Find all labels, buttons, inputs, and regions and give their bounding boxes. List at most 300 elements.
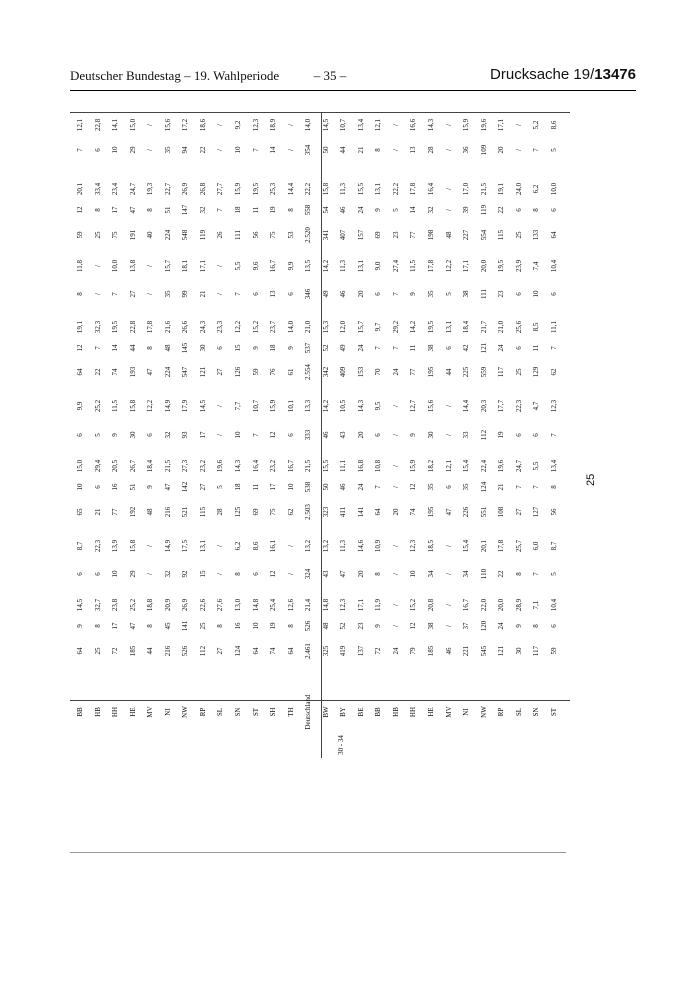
table-cell: 18,4: [146, 459, 155, 473]
table-cell: /: [146, 545, 155, 547]
table-cell: 407: [339, 229, 348, 241]
table-cell: 10,4: [549, 259, 558, 273]
table-cell: 20: [391, 508, 400, 516]
table-cell: 76: [269, 368, 278, 376]
table-cell: 7: [549, 346, 558, 350]
table-cell: 17,8: [146, 320, 155, 334]
table-cell: 32: [198, 206, 207, 214]
table-row-label: SL: [514, 707, 523, 717]
table-cell: 14,3: [356, 399, 365, 413]
table-cell: 12,1: [444, 459, 453, 473]
table-cell: 11: [251, 206, 260, 214]
table-cell: 15,9: [233, 182, 242, 196]
table-cell: 44: [444, 368, 453, 376]
table-cell: 47: [444, 508, 453, 516]
table-cell: 2.503: [304, 504, 313, 520]
table-cell: 20,8: [427, 598, 435, 612]
table-cell: 47: [146, 368, 155, 376]
table-row-label: NW: [479, 706, 488, 718]
table-cell: 19,1: [76, 320, 84, 334]
table-cell: 419: [339, 645, 348, 657]
table-cell: 62: [549, 368, 558, 376]
table-cell: 8: [532, 624, 541, 628]
table-cell: 153: [356, 366, 365, 378]
table-cell: 20,3: [479, 399, 488, 413]
table-cell: 17: [269, 483, 278, 491]
table-cell: 12,3: [339, 598, 348, 612]
table-cell: 17,9: [181, 399, 190, 413]
table-row-label: NW: [181, 706, 190, 718]
table-cell: 32,7: [93, 598, 102, 612]
table-cell: 48: [146, 508, 155, 516]
table-cell: 13,4: [549, 459, 558, 473]
table-cell: 21,7: [479, 320, 488, 334]
table-cell: 16,1: [269, 539, 278, 553]
table-cell: /: [391, 604, 400, 606]
table-cell: 77: [409, 368, 418, 376]
table-cell: 554: [479, 229, 488, 241]
table-cell: 14: [111, 344, 120, 352]
table-cell: 25: [93, 647, 102, 655]
table-cell: 33,4: [93, 182, 102, 196]
table-cell: 6: [514, 433, 523, 437]
table-cell: 12,6: [286, 598, 295, 612]
table-cell: 48: [444, 231, 453, 239]
table-cell: 27: [216, 368, 225, 376]
table-cell: 10,0: [549, 182, 558, 196]
table-cell: 354: [304, 144, 313, 156]
table-cell: 32: [163, 570, 172, 578]
table-cell: 23: [356, 622, 365, 630]
table-cell: 9,2: [233, 120, 242, 130]
table-cell: 8: [146, 208, 155, 212]
table-cell: 12,7: [409, 399, 418, 413]
table-cell: 8: [146, 346, 155, 350]
table-cell: /: [216, 434, 225, 436]
table-cell: 14,4: [462, 399, 471, 413]
table-cell: 6: [514, 208, 523, 212]
table-cell: 42: [462, 344, 471, 352]
table-cell: 24: [391, 647, 400, 655]
table-cell: 12,2: [146, 399, 155, 413]
table-cell: 13: [269, 290, 278, 298]
table-cell: 6: [93, 485, 102, 489]
table-cell: /: [444, 625, 453, 627]
table-cell: 46: [339, 290, 348, 298]
table-cell: 25,2: [128, 598, 137, 612]
table-cell: 341: [321, 229, 330, 241]
table-cell: 74: [111, 368, 120, 376]
table-cell: 44: [339, 146, 348, 154]
table-cell: 38: [427, 622, 435, 630]
table-cell: 22,2: [391, 182, 400, 196]
table-cell: 19,1: [497, 182, 506, 196]
table-cell: 51: [128, 483, 137, 491]
table-cell: 61: [286, 368, 295, 376]
table-cell: 7: [532, 485, 541, 489]
table-cell: 23,4: [111, 182, 120, 196]
table-cell: 9: [76, 624, 84, 628]
table-cell: 7: [251, 148, 260, 152]
table-cell: 9: [251, 346, 260, 350]
table-cell: /: [391, 124, 400, 126]
table-cell: 112: [479, 429, 488, 441]
table-cell: 54: [321, 206, 330, 214]
table-cell: 7: [251, 433, 260, 437]
table-cell: 64: [251, 647, 260, 655]
table-cell: 20: [356, 290, 365, 298]
table-cell: 35: [462, 483, 471, 491]
table-cell: 5: [216, 485, 225, 489]
table-cell: 17,8: [409, 182, 418, 196]
table-cell: 5,5: [532, 461, 541, 471]
header-publication: Deutscher Bundestag – 19. Wahlperiode: [70, 68, 280, 83]
table-cell: 13,3: [304, 399, 313, 413]
table-cell: 69: [374, 231, 383, 239]
table-cell: 14,6: [356, 539, 365, 553]
table-cell: 65: [76, 508, 84, 516]
table-cell: 14,0: [304, 118, 313, 132]
table-cell: 14: [269, 146, 278, 154]
table-cell: 12: [269, 431, 278, 439]
table-cell: 14,8: [251, 598, 260, 612]
table-cell: 33: [462, 431, 471, 439]
table-cell: 15,3: [321, 320, 330, 334]
table-cell: 38: [462, 290, 471, 298]
table-cell: 20,0: [497, 598, 506, 612]
table-cell: 141: [356, 506, 365, 518]
table-cell: 39: [462, 206, 471, 214]
table-cell: 14,1: [111, 118, 120, 132]
table-cell: 14,5: [198, 399, 207, 413]
table-cell: 28: [427, 146, 435, 154]
table-cell: 21: [356, 146, 365, 154]
table-cell: /: [391, 405, 400, 407]
table-cell: 18: [269, 344, 278, 352]
table-cell: 9: [286, 346, 295, 350]
table-cell: 12: [76, 206, 84, 214]
table-cell: 115: [198, 506, 207, 518]
table-row-label: ST: [251, 707, 260, 717]
table-cell: 23,7: [269, 320, 278, 334]
table-cell: 93: [181, 431, 190, 439]
table-cell: 36: [462, 146, 471, 154]
table-cell: 56: [251, 231, 260, 239]
table-cell: 11,8: [76, 260, 84, 272]
table-cell: 30: [514, 647, 523, 655]
table-cell: 5: [549, 572, 558, 576]
table-cell: 11: [251, 483, 260, 491]
table-cell: 120: [479, 620, 488, 632]
table-cell: 558: [304, 204, 313, 216]
table-cell: 13,2: [304, 539, 313, 553]
table-cell: 50: [321, 146, 330, 154]
table-cell: 16,6: [409, 118, 418, 132]
table-cell: 24: [356, 344, 365, 352]
table-cell: 124: [233, 645, 242, 657]
table-cell: 7: [76, 148, 84, 152]
table-cell: 69: [251, 508, 260, 516]
table-cell: 44: [128, 344, 137, 352]
table-cell: 8: [514, 572, 523, 576]
table-cell: 6: [549, 624, 558, 628]
table-cell: 9: [514, 624, 523, 628]
table-cell: 126: [233, 366, 242, 378]
table-cell: 17,8: [427, 259, 435, 273]
table-cell: 40: [146, 231, 155, 239]
table-cell: 23,2: [269, 459, 278, 473]
table-cell: /: [444, 434, 453, 436]
table-cell: 11: [532, 344, 541, 352]
table-cell: 185: [427, 645, 435, 657]
table-row-label: SN: [233, 707, 242, 717]
table-cell: 70: [374, 368, 383, 376]
table-cell: 19,6: [216, 459, 225, 473]
table-cell: 92: [181, 570, 190, 578]
table-cell: 13,2: [321, 539, 330, 553]
table-cell: 6,0: [532, 541, 541, 551]
table-cell: 10,1: [286, 399, 295, 413]
table-cell: 35: [427, 290, 435, 298]
table-cell: 111: [233, 230, 242, 240]
table-cell: 16,7: [462, 598, 471, 612]
table-cell: 548: [181, 229, 190, 241]
table-cell: 13,9: [111, 539, 120, 553]
table-row-label: HB: [93, 707, 102, 717]
table-cell: 17: [198, 431, 207, 439]
table-cell: 46: [444, 647, 453, 655]
table-cell: 25,6: [514, 320, 523, 334]
table-cell: /: [444, 209, 453, 211]
table-cell: 12,1: [76, 118, 84, 132]
table-cell: 27,6: [216, 598, 225, 612]
table-cell: 18,5: [427, 539, 435, 553]
table-row-label: HH: [111, 706, 120, 718]
table-cell: 35: [427, 483, 435, 491]
table-cell: 526: [181, 645, 190, 657]
table-cell: 47: [163, 483, 172, 491]
table-cell: 6: [146, 433, 155, 437]
table-cell: 22,3: [93, 539, 102, 553]
table-cell: 26,9: [181, 598, 190, 612]
table-cell: 14,3: [233, 459, 242, 473]
table-cell: 14,2: [409, 320, 418, 334]
table-cell: 16: [233, 622, 242, 630]
table-cell: 6: [286, 292, 295, 296]
table-cell: 19,6: [479, 118, 488, 132]
table-cell: 12,3: [251, 118, 260, 132]
table-cell: 77: [111, 508, 120, 516]
table-cell: 7,4: [532, 261, 541, 271]
table-cell: 157: [356, 229, 365, 241]
table-cell: 21,0: [497, 320, 506, 334]
table-cell: 22: [198, 146, 207, 154]
table-cell: 12: [409, 622, 418, 630]
table-cell: 17,7: [497, 399, 506, 413]
table-cell: /: [444, 573, 453, 575]
table-cell: 6,2: [233, 541, 242, 551]
table-cell: 9,6: [251, 261, 260, 271]
table-cell: 23: [497, 290, 506, 298]
table-cell: 8: [93, 208, 102, 212]
table-cell: 10: [111, 570, 120, 578]
table-cell: 11,1: [549, 321, 558, 333]
table-cell: 10: [409, 570, 418, 578]
table-cell: 14,3: [427, 118, 435, 132]
table-cell: 11,3: [339, 540, 348, 552]
table-cell: 8,6: [251, 541, 260, 551]
table-cell: 16,4: [251, 459, 260, 473]
table-cell: 7: [233, 292, 242, 296]
table-row-label: MV: [444, 706, 453, 718]
table-cell: 22: [497, 206, 506, 214]
table-cell: 44: [146, 647, 155, 655]
table-cell: 17,1: [497, 118, 506, 132]
table-cell: 10: [111, 146, 120, 154]
table-cell: 23: [391, 231, 400, 239]
table-cell: 6: [532, 433, 541, 437]
table-cell: 14,8: [321, 598, 330, 612]
table-cell: 6: [374, 433, 383, 437]
table-cell: 221: [462, 645, 471, 657]
table-cell: 333: [304, 429, 313, 441]
table-cell: 11: [409, 344, 418, 352]
table-cell: 47: [339, 570, 348, 578]
table-cell: 227: [462, 229, 471, 241]
table-cell: 30: [198, 344, 207, 352]
table-cell: 79: [409, 647, 418, 655]
table-cell: 21,0: [304, 320, 313, 334]
table-cell: 10: [233, 146, 242, 154]
table-rule-header: [70, 700, 570, 701]
table-cell: 22: [497, 570, 506, 578]
table-cell: 30: [128, 431, 137, 439]
table-cell: 346: [304, 288, 313, 300]
table-cell: 15,5: [356, 182, 365, 196]
table-row-label: BB: [374, 707, 383, 717]
table-cell: 5: [93, 433, 102, 437]
table-cell: 6: [514, 346, 523, 350]
table-cell: 17,8: [497, 539, 506, 553]
table-cell: 17: [111, 206, 120, 214]
table-cell: 23,2: [198, 459, 207, 473]
table-cell: 32: [163, 431, 172, 439]
table-cell: /: [146, 149, 155, 151]
table-cell: 15,2: [409, 598, 418, 612]
table-cell: 27: [198, 483, 207, 491]
table-cell: 6: [93, 148, 102, 152]
table-cell: 142: [181, 481, 190, 493]
table-cell: /: [146, 293, 155, 295]
table-cell: 12: [269, 570, 278, 578]
table-row-label: RP: [198, 707, 207, 717]
table-cell: 10: [286, 483, 295, 491]
table-cell: 10,9: [374, 539, 383, 553]
table-cell: 20,1: [76, 182, 84, 196]
table-cell: 26,9: [181, 182, 190, 196]
table-cell: 124: [479, 481, 488, 493]
table-cell: 5,2: [532, 120, 541, 130]
table-row-label: TH: [286, 707, 295, 717]
table-row-label: HB: [391, 707, 400, 717]
table-cell: 9,9: [76, 401, 84, 411]
table-cell: 6: [444, 346, 453, 350]
table-cell: 22,7: [163, 182, 172, 196]
table-cell: 75: [269, 231, 278, 239]
table-cell: 18,8: [146, 598, 155, 612]
rotated-page-number: 25: [585, 473, 597, 486]
table-cell: 10: [233, 431, 242, 439]
table-cell: 25: [93, 231, 102, 239]
table-cell: 10,0: [111, 259, 120, 273]
table-cell: 25: [198, 622, 207, 630]
table-cell: 195: [427, 366, 435, 378]
table-cell: 21,4: [304, 598, 313, 612]
table-cell: 46: [321, 431, 330, 439]
table-cell: 17: [111, 622, 120, 630]
table-cell: 5,5: [233, 261, 242, 271]
table-cell: 9,9: [286, 261, 295, 271]
table-row-label: SN: [532, 707, 541, 717]
table-cell: 15,2: [251, 320, 260, 334]
table-cell: /: [216, 124, 225, 126]
table-cell: 11,5: [409, 260, 418, 272]
table-cell: /: [391, 465, 400, 467]
table-cell: 108: [497, 506, 506, 518]
table-cell: 15,6: [163, 118, 172, 132]
table-cell: 24: [391, 368, 400, 376]
table-row-label: ST: [549, 707, 558, 717]
table-cell: /: [444, 149, 453, 151]
table-cell: 50: [321, 483, 330, 491]
table-rule-top: [70, 112, 570, 113]
table-cell: 13,5: [304, 259, 313, 273]
table-cell: 34: [462, 570, 471, 578]
table-cell: 9,0: [374, 261, 383, 271]
table-cell: 17,1: [198, 259, 207, 273]
table-cell: 19,5: [111, 320, 120, 334]
table-cell: 411: [339, 506, 348, 518]
table-cell: 15,0: [76, 459, 84, 473]
table-cell: 8,7: [76, 541, 84, 551]
table-cell: 14: [409, 206, 418, 214]
table-cell: /: [286, 545, 295, 547]
table-cell: 11,1: [339, 460, 348, 472]
table-cell: 23,9: [514, 259, 523, 273]
table-cell: 18,1: [181, 259, 190, 273]
footer-rule: [70, 852, 566, 853]
table-cell: 125: [233, 506, 242, 518]
table-cell: 409: [339, 366, 348, 378]
table-cell: 6: [549, 208, 558, 212]
table-cell: 323: [321, 506, 330, 518]
table-cell: 74: [409, 508, 418, 516]
table-cell: 24: [356, 483, 365, 491]
table-cell: 24,7: [128, 182, 137, 196]
table-cell: 12: [409, 483, 418, 491]
table-cell: 49: [339, 344, 348, 352]
table-cell: 7,7: [233, 401, 242, 411]
table-cell: 64: [549, 231, 558, 239]
table-cell: 8: [549, 485, 558, 489]
table-cell: 18,6: [198, 118, 207, 132]
table-cell: 545: [479, 645, 488, 657]
table-cell: 121: [479, 342, 488, 354]
table-cell: 20,5: [111, 459, 120, 473]
table-cell: 8: [374, 148, 383, 152]
table-cell: 12,2: [444, 259, 453, 273]
table-row-label: SL: [216, 707, 225, 717]
